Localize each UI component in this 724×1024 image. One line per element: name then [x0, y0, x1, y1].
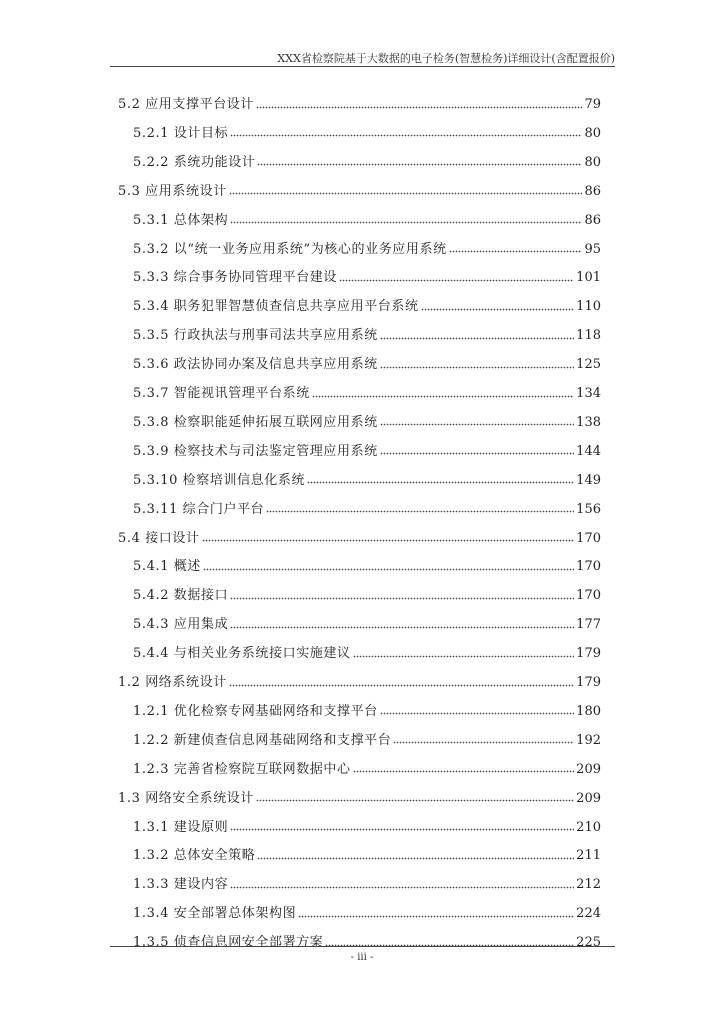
toc-entry-page-number: 180: [576, 703, 601, 719]
toc-entry-page-number: 125: [576, 357, 601, 373]
toc-entry-label: 1.3.4 安全部署总体架构图: [133, 906, 297, 922]
toc-entry-label: 5.3.2 以“统一业务应用系统”为核心的业务应用系统: [133, 241, 447, 257]
toc-dot-leader: [230, 219, 582, 227]
toc-entry[interactable]: [133, 499, 601, 521]
toc-entry[interactable]: [133, 643, 601, 665]
toc-entry-label: 5.4.1 概述: [133, 559, 202, 575]
toc-dot-leader: [298, 912, 574, 920]
toc-entry-label: 5.3.1 总体架构: [133, 212, 229, 228]
toc-dot-leader: [380, 450, 574, 458]
toc-entry[interactable]: [133, 412, 601, 434]
toc-dot-leader: [266, 508, 574, 516]
toc-entry[interactable]: [133, 210, 601, 232]
toc-entry-label: 5.3.5 行政执法与刑事司法共享应用系统: [133, 328, 378, 344]
toc-entry[interactable]: [133, 470, 601, 492]
toc-entry[interactable]: [133, 354, 601, 376]
footer-divider: [110, 946, 615, 947]
toc-entry-page-number: 156: [576, 501, 601, 517]
toc-entry-page-number: 177: [576, 617, 601, 633]
toc-entry-page-number: 79: [584, 97, 601, 112]
toc-dot-leader: [307, 479, 574, 487]
running-header: XXX省检察院基于大数据的电子检务(智慧检务)详细设计(含配置报价): [277, 52, 615, 65]
toc-entry-page-number: 179: [576, 675, 601, 690]
toc-dot-leader: [230, 883, 574, 891]
toc-entry-page-number: 179: [576, 646, 601, 662]
toc-entry[interactable]: [133, 903, 601, 925]
toc-entry[interactable]: [118, 94, 601, 116]
toc-entry-page-number: 211: [576, 848, 601, 864]
toc-dot-leader: [256, 103, 582, 111]
toc-entry-page-number: 134: [576, 386, 601, 401]
toc-entry-label: 1.2 网络系统设计: [118, 675, 227, 690]
toc-dot-leader: [312, 392, 574, 400]
toc-entry[interactable]: [133, 296, 601, 318]
toc-entry-label: 5.3.11 综合门户平台: [133, 501, 265, 517]
toc-entry-label: 1.2.2 新建侦查信息网基础网络和支撑平台: [133, 732, 392, 748]
toc-entry-label: 1.3.3 建设内容: [133, 877, 229, 893]
toc-entry-label: 1.2.3 完善省检察院互联网数据中心: [133, 761, 351, 777]
toc-entry-label: 5.4 接口设计: [118, 530, 200, 546]
toc-dot-leader: [380, 421, 574, 429]
toc-entry-page-number: 80: [584, 125, 601, 141]
toc-entry-label: 1.3 网络安全系统设计: [118, 790, 255, 806]
toc-entry[interactable]: [133, 325, 601, 347]
toc-entry-label: 5.4.2 数据接口: [133, 588, 229, 604]
toc-entry-label: 1.3.2 总体安全策略: [133, 848, 256, 864]
page-number: - iii -: [350, 952, 374, 963]
toc-entry-label: 1.3.1 建设原则: [133, 819, 229, 835]
toc-dot-leader: [353, 652, 575, 660]
toc-entry[interactable]: [133, 441, 601, 463]
toc-entry[interactable]: [118, 528, 601, 550]
toc-entry[interactable]: [133, 152, 601, 174]
toc-entry[interactable]: [133, 556, 601, 578]
toc-entry[interactable]: [133, 614, 601, 636]
toc-entry-label: 5.3.6 政法协同办案及信息共享应用系统: [133, 357, 378, 373]
toc-dot-leader: [202, 537, 575, 545]
toc-dot-leader: [421, 305, 575, 313]
toc-entry-page-number: 86: [584, 212, 601, 228]
toc-dot-leader: [380, 334, 574, 342]
toc-dot-leader: [229, 190, 583, 198]
toc-dot-leader: [257, 161, 582, 169]
toc-entry[interactable]: [133, 701, 601, 723]
toc-entry-label: 5.3.10 检察培训信息化系统: [133, 472, 306, 488]
toc-entry-label: 5.4.4 与相关业务系统接口实施建议: [133, 646, 351, 662]
toc-entry[interactable]: [133, 239, 601, 261]
toc-entry-label: 5.2.2 系统功能设计: [133, 154, 256, 170]
toc-entry-page-number: 170: [576, 559, 601, 575]
toc-entry[interactable]: [133, 845, 601, 867]
toc-entry-label: 5.3.9 检察技术与司法鉴定管理应用系统: [133, 443, 378, 459]
toc-dot-leader: [393, 739, 574, 747]
toc-entry[interactable]: [133, 383, 601, 405]
toc-entry-page-number: 170: [576, 530, 601, 546]
toc-entry-label: 5.3 应用系统设计: [118, 183, 227, 199]
toc-dot-leader: [229, 681, 574, 689]
toc-entry-page-number: 144: [576, 443, 601, 459]
toc-entry[interactable]: [133, 874, 601, 896]
toc-dot-leader: [380, 710, 574, 718]
toc-entry[interactable]: [118, 788, 601, 810]
toc-entry-page-number: 101: [576, 270, 601, 286]
toc-entry-page-number: 80: [584, 154, 601, 170]
toc-entry-page-number: 95: [584, 241, 601, 257]
toc-entry-label: 5.3.4 职务犯罪智慧侦查信息共享应用平台系统: [133, 299, 419, 315]
toc-entry[interactable]: [118, 672, 601, 694]
toc-dot-leader: [353, 768, 575, 776]
toc-entry-page-number: 210: [576, 819, 601, 835]
toc-entry-label: 5.3.3 综合事务协同管理平台建设: [133, 270, 338, 286]
toc-dot-leader: [339, 276, 574, 284]
toc-dot-leader: [256, 797, 574, 805]
toc-entry-label: 5.3.7 智能视讯管理平台系统: [133, 386, 310, 401]
header-divider: [110, 66, 615, 67]
toc-entry-label: 1.3.5 侦查信息网安全部署方案: [133, 935, 324, 951]
toc-entry-page-number: 224: [576, 906, 601, 922]
toc-entry[interactable]: [133, 123, 601, 145]
toc-dot-leader: [230, 623, 574, 631]
toc-entry[interactable]: [133, 585, 601, 607]
toc-entry[interactable]: [133, 817, 601, 839]
toc-dot-leader: [257, 854, 574, 862]
toc-entry-page-number: 138: [576, 414, 601, 430]
toc-dot-leader: [230, 594, 574, 602]
toc-entry-page-number: 192: [576, 732, 601, 748]
toc-entry-page-number: 212: [576, 877, 601, 893]
toc-entry-page-number: 149: [576, 472, 601, 488]
toc-entry-label: 5.2.1 设计目标: [133, 125, 229, 141]
toc-dot-leader: [230, 826, 574, 834]
toc-entry-label: 5.2 应用支撑平台设计: [118, 97, 255, 112]
toc-entry[interactable]: [133, 932, 601, 954]
toc-entry-page-number: 225: [576, 935, 601, 951]
toc-dot-leader: [203, 565, 574, 573]
toc-entry[interactable]: [133, 759, 601, 781]
toc-dot-leader: [449, 248, 583, 256]
toc-entry-page-number: 110: [576, 299, 601, 315]
toc-entry-label: 5.4.3 应用集成: [133, 617, 229, 633]
toc-entry-page-number: 170: [576, 588, 601, 604]
toc-dot-leader: [230, 132, 582, 140]
toc-entry-page-number: 209: [576, 761, 601, 777]
toc-entry[interactable]: [133, 267, 601, 289]
toc-entry[interactable]: [118, 181, 601, 203]
toc-entry[interactable]: [133, 730, 601, 752]
toc-entry-page-number: 209: [576, 790, 601, 806]
toc-dot-leader: [380, 363, 574, 371]
toc-entry-label: 5.3.8 检察职能延伸拓展互联网应用系统: [133, 414, 378, 430]
toc-entry-label: 1.2.1 优化检察专网基础网络和支撑平台: [133, 703, 378, 719]
toc-entry-page-number: 118: [576, 328, 601, 344]
toc-entry-page-number: 86: [584, 183, 601, 199]
